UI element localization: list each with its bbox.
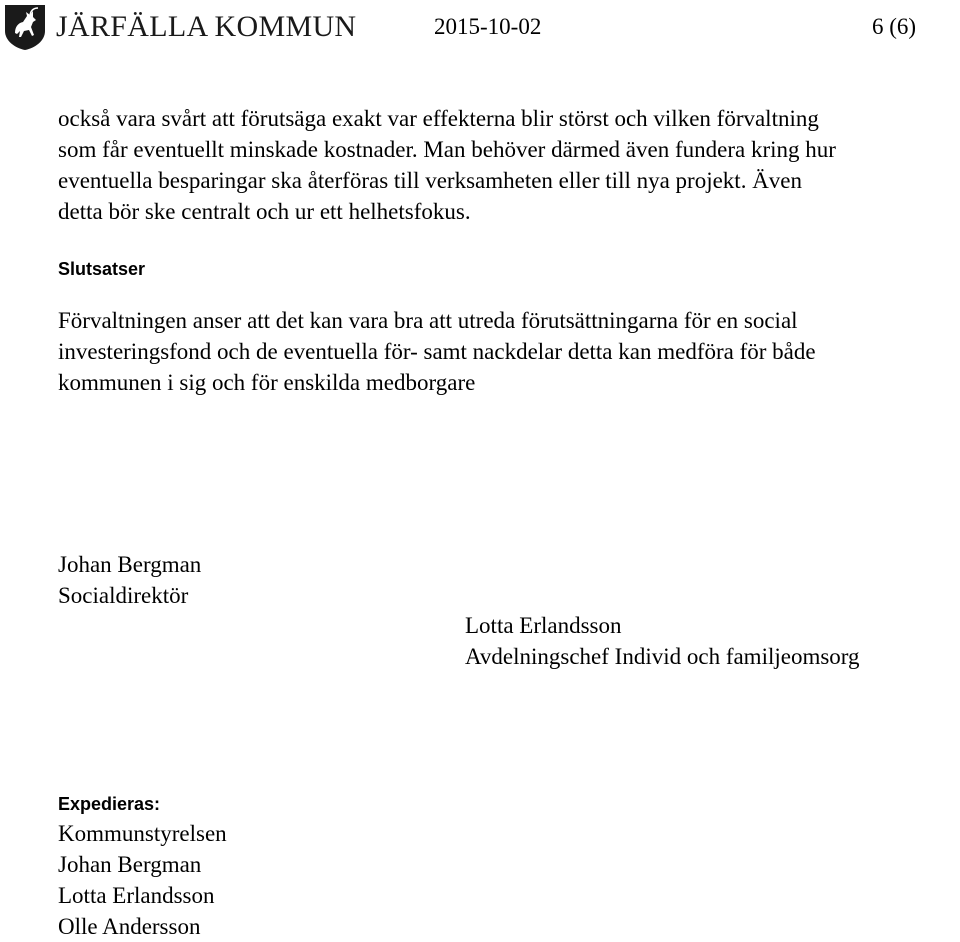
paragraph-line: kommunen i sig och för enskilda medborgare	[58, 370, 476, 395]
paragraph-line: som får eventuellt minskade kostnader. Man behöver därmed även fundera kring hur	[58, 137, 836, 162]
conclusions-paragraph	[58, 305, 816, 398]
signatory-title: Socialdirektör	[58, 583, 189, 608]
paragraph-line: eventuella besparingar ska återföras till verksamheten eller till nya projekt. Även	[58, 168, 803, 193]
paragraph-line: detta bör ske centralt och ur ett helhetsfokus.	[58, 199, 471, 224]
section-heading-expedieras: Expedieras:	[58, 794, 161, 814]
paragraph-line: Förvaltningen anser att det kan vara bra att utreda förutsättningarna för en social	[58, 308, 798, 333]
list-item: Kommunstyrelsen	[58, 821, 227, 846]
signatory-name: Lotta Erlandsson	[465, 613, 622, 638]
section-heading-slutsatser: Slutsatser	[58, 259, 146, 279]
distribution-list	[58, 818, 227, 942]
intro-paragraph	[58, 103, 836, 227]
paragraph-line: investeringsfond och de eventuella för- samt nackdelar detta kan medföra för både	[58, 339, 816, 364]
list-item: Olle Andersson	[58, 914, 201, 939]
signatory-title: Avdelningschef Individ och familjeomsorg	[465, 644, 860, 669]
paragraph-line: också vara svårt att förutsäga exakt var effekterna blir störst och vilken förvaltning	[58, 106, 819, 131]
goat-emblem-icon	[3, 3, 47, 51]
page-number: 6 (6)	[872, 14, 917, 39]
list-item: Johan Bergman	[58, 852, 202, 877]
signature-left	[58, 549, 201, 611]
signatory-name: Johan Bergman	[58, 552, 202, 577]
logo-wordmark: JÄRFÄLLA KOMMUN	[56, 10, 357, 43]
document-date: 2015-10-02	[434, 14, 542, 39]
list-item: Lotta Erlandsson	[58, 883, 215, 908]
signature-right	[465, 610, 860, 672]
